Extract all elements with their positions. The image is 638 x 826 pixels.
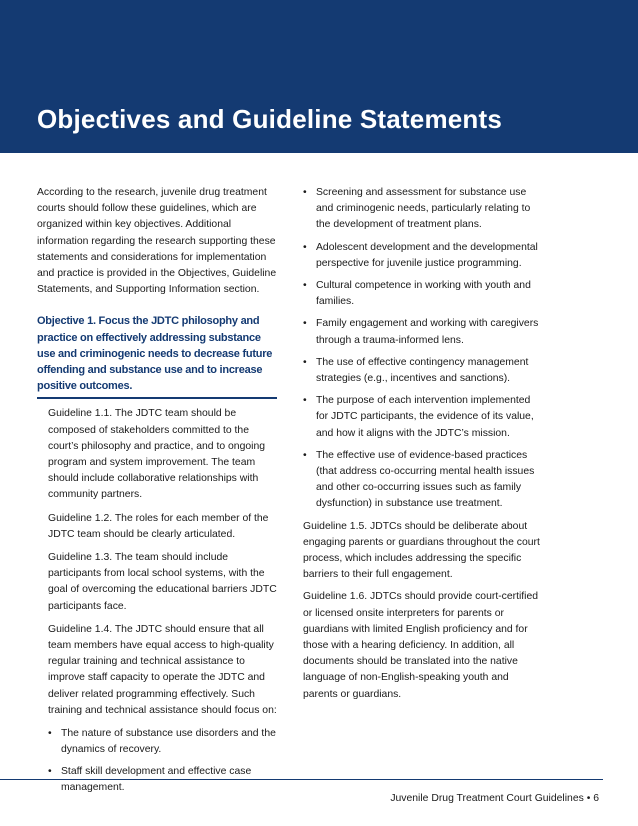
guideline-1-3: Guideline 1.3. The team should include participants from local school systems, with the goal of overcoming the educational barriers JDTC participants face. xyxy=(48,552,277,612)
bullet-icon: • xyxy=(303,395,307,407)
footer-title: Juvenile Drug Treatment Court Guidelines xyxy=(390,793,584,804)
bullet-icon: • xyxy=(303,280,307,292)
bullet-icon: • xyxy=(48,765,52,777)
list-item: • Staff skill development and effective case management. xyxy=(48,765,252,793)
guideline-1-4: Guideline 1.4. The JDTC should ensure that all team members have equal access to high-quality regular training and technical assistance to improve staff capacity to operate the JDTC and deliver related programming effectively. Such training and technical assistance should focus on: xyxy=(48,623,277,716)
list-item: • The nature of substance use disorders and the dynamics of recovery. xyxy=(48,728,276,756)
list-item: • The purpose of each intervention implemented for JDTC participants, the evidence of its value, and how it aligns with the JDTC’s mission. xyxy=(303,395,534,439)
list-item: • Family engagement and working with caregivers through a trauma-informed lens. xyxy=(303,318,539,346)
guideline-1-6: Guideline 1.6. JDTCs should provide court-certified or licensed onsite interpreters for parents or guardians with limited English proficiency and for those with a hearing deficiency. In addition, all documents should be translated into the native language of non-English-speaking youth and parents or guardians. xyxy=(303,591,539,700)
footer-divider xyxy=(0,779,603,780)
list-item: • The effective use of evidence-based practices (that address co-occurring mental health issues and other co-occurring issues such as family dysfunction) in substance use treatment. xyxy=(303,449,535,510)
page-title: Objectives and Guideline Statements xyxy=(37,104,503,134)
list-item: • Cultural competence in working with youth and families. xyxy=(303,280,531,308)
guideline-1-5: Guideline 1.5. JDTCs should be deliberate about engaging parents or guardians throughout the court process, which includes addressing the specific barriers to their full engagement. xyxy=(303,520,540,581)
page-number: 6 xyxy=(593,793,599,804)
bullet-icon: • xyxy=(303,187,307,198)
intro-paragraph: According to the research, juvenile drug treatment courts should follow these guidelines, which are organized within key objectives. Additional information regarding the research supporting these statements and considerations for implementation and practice is provided in the Objectives, Guideline Statements, and Supporting Information section. xyxy=(37,187,277,296)
guideline-list-left xyxy=(37,400,277,795)
footer-separator: • xyxy=(586,793,591,804)
bullet-icon: • xyxy=(303,318,307,330)
list-item: • The use of effective contingency management strategies (e.g., incentives and sanctions). xyxy=(303,356,529,385)
right-column xyxy=(303,185,543,709)
training-topics-list-left xyxy=(48,726,277,796)
list-item: • Adolescent development and the developmental perspective for juvenile justice programming. xyxy=(303,241,538,269)
bullet-icon: • xyxy=(303,241,307,253)
bullet-icon: • xyxy=(48,728,52,740)
training-topics-list-right xyxy=(303,185,543,513)
left-column xyxy=(37,185,277,801)
page-footer xyxy=(390,793,599,804)
objective-heading: Objective 1. Focus the JDTC philosophy and practice on effectively addressing substance use and criminogenic needs to decrease future offending and substance use and to increase positive outcomes. xyxy=(37,313,277,399)
header-banner xyxy=(0,0,638,153)
guideline-1-1: Guideline 1.1. The JDTC team should be composed of stakeholders committed to the court’s philosophy and practice, and to ongoing program and system improvement. The team should include collaborative relationships with community partners. xyxy=(48,408,266,501)
bullet-icon: • xyxy=(303,449,307,461)
list-item: • Screening and assessment for substance use and criminogenic needs, particularly relating to the development of treatment plans. xyxy=(303,187,531,231)
bullet-icon: • xyxy=(303,356,307,368)
guideline-1-2: Guideline 1.2. The roles for each member of the JDTC team should be clearly articulated. xyxy=(48,512,269,540)
